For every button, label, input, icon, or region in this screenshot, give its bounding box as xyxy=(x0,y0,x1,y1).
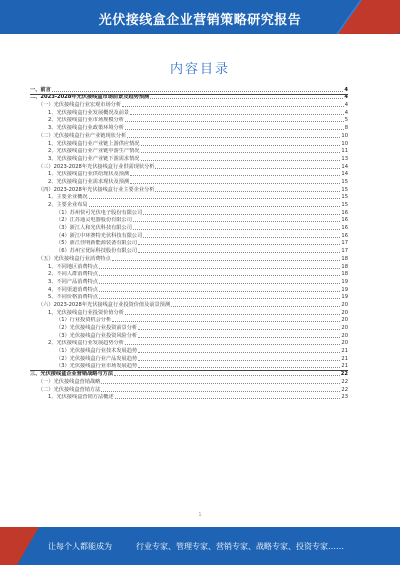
toc-leader-dots xyxy=(171,306,340,307)
footer-banner xyxy=(0,527,400,565)
toc-entry[interactable] xyxy=(30,94,348,102)
toc-entry-title: （5）浙江佳明新能源装备有限公司 xyxy=(56,240,138,247)
toc-entry[interactable] xyxy=(30,255,348,263)
toc-entry-page: 20 xyxy=(341,325,348,331)
toc-leader-dots xyxy=(141,145,341,146)
toc-entry-title: 2、光伏接线盒行业需求现状及预测 xyxy=(48,178,130,185)
toc-entry[interactable] xyxy=(30,201,348,209)
toc-entry[interactable] xyxy=(30,294,348,302)
toc-entry[interactable] xyxy=(30,132,348,140)
toc-entry-title: 1、光伏接线盒行业发展概况及前景 xyxy=(48,109,130,116)
toc-entry-title: （2）光伏接线盒行业产品发展趋势 xyxy=(56,355,138,362)
toc-leader-dots xyxy=(125,121,344,122)
toc-entry-page: 21 xyxy=(341,355,348,362)
header-banner xyxy=(0,0,400,34)
toc-entry-page: 21 xyxy=(341,363,348,370)
toc-entry[interactable] xyxy=(30,209,348,217)
toc-leader-dots xyxy=(133,229,340,230)
toc-entry-page: 16 xyxy=(341,209,348,216)
toc-entry[interactable] xyxy=(30,394,348,402)
toc-leader-dots xyxy=(89,206,341,207)
toc-entry-title: 2、主要企业布局 xyxy=(48,202,88,208)
toc-entry-title: 2、光伏接线盒行业产业链中游生产情况 xyxy=(48,148,140,155)
toc-leader-dots xyxy=(130,183,340,184)
toc-entry-page: 10 xyxy=(341,140,348,147)
toc-entry[interactable] xyxy=(30,140,348,148)
toc-entry[interactable] xyxy=(30,178,348,186)
report-title: 光伏接线盒企业营销策略研究报告 xyxy=(98,13,302,28)
toc-entry-page: 15 xyxy=(341,202,348,208)
toc-entry-title: （1）行业投资机会分析 xyxy=(56,317,112,324)
toc-entry-title: 1、光伏接线盒营销方法概述 xyxy=(48,394,114,401)
toc-entry-title: （三）2023-2028年光伏接线盒行业供需现状分析 xyxy=(38,163,155,170)
toc-entry[interactable] xyxy=(30,286,348,294)
table-of-contents xyxy=(30,86,348,401)
toc-entry-page: 15 xyxy=(341,194,348,201)
toc-leader-dots xyxy=(150,98,343,99)
toc-entry[interactable] xyxy=(30,124,348,132)
toc-entry-page: 20 xyxy=(341,332,348,339)
toc-entry-page: 16 xyxy=(341,232,348,239)
toc-leader-dots xyxy=(127,137,340,138)
toc-entry-title: 2、不同人群消费特点 xyxy=(48,271,98,278)
toc-entry[interactable] xyxy=(30,340,348,348)
toc-entry[interactable] xyxy=(30,378,348,386)
toc-entry-page: 14 xyxy=(341,163,348,170)
toc-entry-title: （3）光伏接线盒行业市场发展趋势 xyxy=(56,363,138,370)
toc-entry-page: 23 xyxy=(341,394,348,401)
toc-entry[interactable] xyxy=(30,101,348,109)
toc-leader-dots xyxy=(114,375,340,376)
toc-leader-dots xyxy=(101,391,340,392)
toc-leader-dots xyxy=(112,321,340,322)
toc-entry-page: 8 xyxy=(344,125,348,132)
toc-entry[interactable] xyxy=(30,247,348,255)
footer-slogan: 让每个人都能成为 xyxy=(48,542,112,551)
toc-entry-page: 20 xyxy=(341,309,348,316)
toc-entry-title: 1、光伏接线盒行业产业链上游供应情况 xyxy=(48,140,140,147)
toc-entry-title: 3、不同产品消费特点 xyxy=(48,278,98,285)
toc-entry-title: （1）苏州快可光伏电子股份有限公司 xyxy=(56,209,143,216)
toc-entry-page: 10 xyxy=(341,132,348,139)
toc-entry-title: （2）江苏通灵电器股份有限公司 xyxy=(56,217,132,224)
toc-entry-title: （二）光伏接线盒行业产业链现状分析 xyxy=(38,132,127,139)
toc-entry-title: 1、光伏接线盒行业供给现状及预测 xyxy=(48,171,130,178)
toc-leader-dots xyxy=(112,260,341,261)
toc-leader-dots xyxy=(125,129,344,130)
toc-entry[interactable] xyxy=(30,355,348,363)
toc-entry[interactable] xyxy=(30,171,348,179)
toc-entry-page: 18 xyxy=(341,271,348,278)
toc-entry[interactable] xyxy=(30,232,348,240)
toc-leader-dots xyxy=(138,352,340,353)
toc-entry-page: 19 xyxy=(341,294,348,301)
toc-leader-dots xyxy=(138,367,340,368)
toc-entry[interactable] xyxy=(30,363,348,371)
toc-entry[interactable] xyxy=(30,332,348,340)
toc-leader-dots xyxy=(52,91,344,92)
toc-entry-page: 15 xyxy=(341,178,348,185)
toc-leader-dots xyxy=(125,314,340,315)
toc-leader-dots xyxy=(138,360,340,361)
toc-entry-page: 5 xyxy=(344,117,348,124)
toc-entry[interactable] xyxy=(30,301,348,309)
toc-entry-title: 5、不同价格消费特点 xyxy=(48,294,98,301)
toc-entry[interactable] xyxy=(30,271,348,279)
toc-entry-title: （3）光伏接线盒行业投资风险分析 xyxy=(56,332,138,339)
toc-entry-title: （6）苏州宝优际科技股份有限公司 xyxy=(56,248,138,255)
toc-entry-title: 2、光伏接线盒行业市场规模分析 xyxy=(48,117,124,124)
toc-leader-dots xyxy=(99,298,340,299)
toc-entry-title: （五）光伏接线盒行业消费特点 xyxy=(38,255,111,262)
toc-entry-title: 二、2023-2028年光伏接线盒市场前景及趋势预测 xyxy=(30,94,150,101)
toc-leader-dots xyxy=(130,114,344,115)
toc-entry[interactable] xyxy=(30,240,348,248)
toc-entry[interactable] xyxy=(30,317,348,325)
toc-entry-page: 19 xyxy=(341,286,348,293)
toc-entry-page: 15 xyxy=(341,186,348,193)
toc-entry-page: 20 xyxy=(341,301,348,308)
toc-leader-dots xyxy=(99,291,340,292)
toc-entry-page: 16 xyxy=(341,225,348,232)
toc-entry-page: 22 xyxy=(340,371,348,378)
toc-entry-page: 4 xyxy=(344,86,348,93)
toc-entry-title: 一、前言 xyxy=(30,86,51,93)
toc-entry-page: 4 xyxy=(344,109,348,116)
toc-entry-page: 17 xyxy=(341,240,348,247)
toc-entry[interactable] xyxy=(30,370,348,378)
toc-entry-title: 2、光伏接线盒行业发展趋势分析 xyxy=(48,340,124,347)
toc-entry-page: 22 xyxy=(341,386,348,393)
toc-entry[interactable] xyxy=(30,347,348,355)
toc-entry-title: 三、光伏接线盒企业营销战略与方法 xyxy=(30,371,114,378)
toc-entry-title: （二）光伏接线盒营销方法 xyxy=(38,386,101,393)
toc-entry-title: 3、光伏接线盒行业政策环境分析 xyxy=(48,125,124,132)
toc-entry-title: （1）光伏接线盒行业技术发展趋势 xyxy=(56,348,138,355)
toc-entry-title: 1、不同地区消费特点 xyxy=(48,263,98,270)
toc-entry-page: 4 xyxy=(344,94,348,101)
toc-heading: 内容目录 xyxy=(169,62,230,77)
toc-entry[interactable] xyxy=(30,263,348,271)
toc-leader-dots xyxy=(155,168,340,169)
toc-entry-page: 20 xyxy=(341,317,348,324)
toc-entry-page: 14 xyxy=(341,171,348,178)
toc-entry-page: 20 xyxy=(341,340,348,347)
toc-leader-dots xyxy=(89,198,341,199)
toc-leader-dots xyxy=(143,214,340,215)
toc-entry[interactable] xyxy=(30,194,348,202)
toc-entry-page: 18 xyxy=(341,263,348,270)
toc-entry-title: 3、光伏接线盒行业产业链下游需求情况 xyxy=(48,155,140,162)
page-number: 1 xyxy=(198,512,202,518)
toc-entry-page: 16 xyxy=(341,217,348,224)
toc-leader-dots xyxy=(138,329,340,330)
toc-entry[interactable] xyxy=(30,117,348,125)
toc-entry[interactable] xyxy=(30,186,348,194)
toc-leader-dots xyxy=(99,275,340,276)
toc-entry-title: （一）光伏接线盒营销战略 xyxy=(38,378,101,385)
toc-entry[interactable] xyxy=(30,163,348,171)
toc-leader-dots xyxy=(101,383,340,384)
toc-leader-dots xyxy=(99,283,340,284)
toc-entry[interactable] xyxy=(30,155,348,163)
toc-entry-title: （四）2023-2028年光伏接线盒行业主要企业分析 xyxy=(38,186,155,193)
toc-entry[interactable] xyxy=(30,278,348,286)
toc-leader-dots xyxy=(99,268,340,269)
toc-entry[interactable] xyxy=(30,324,348,332)
toc-entry[interactable] xyxy=(30,309,348,317)
toc-leader-dots xyxy=(130,175,340,176)
toc-entry-title: （六）2023-2028年光伏接线盒行业投资价值及前景预测 xyxy=(38,301,171,308)
toc-leader-dots xyxy=(138,337,340,338)
toc-entry-title: （4）浙江中环赛特光伏科技有限公司 xyxy=(56,232,143,239)
toc-entry[interactable] xyxy=(30,148,348,156)
toc-leader-dots xyxy=(141,152,341,153)
toc-entry[interactable] xyxy=(30,86,348,94)
toc-leader-dots xyxy=(133,221,340,222)
toc-leader-dots xyxy=(122,106,344,107)
toc-entry[interactable] xyxy=(30,109,348,117)
toc-leader-dots xyxy=(141,160,341,161)
footer-red-stripe xyxy=(0,527,39,565)
toc-entry-page: 18 xyxy=(341,255,348,262)
toc-entry-title: （2）光伏接线盒行业投资前景分析 xyxy=(56,325,138,331)
toc-entry-page: 11 xyxy=(341,148,348,155)
toc-leader-dots xyxy=(155,191,340,192)
toc-leader-dots xyxy=(138,244,340,245)
toc-entry[interactable] xyxy=(30,224,348,232)
footer-services: 行业专家、管理专家、营销专家、战略专家、投资专家…… xyxy=(136,542,344,551)
toc-entry[interactable] xyxy=(30,386,348,394)
toc-entry-page: 13 xyxy=(341,155,348,162)
toc-entry-title: （一）光伏接线盒行业宏观市场分析 xyxy=(38,102,122,109)
toc-entry-page: 22 xyxy=(341,378,348,385)
toc-entry-page: 17 xyxy=(341,248,348,255)
toc-entry-title: 4、不同渠道消费特点 xyxy=(48,286,98,293)
toc-entry-title: （3）浙江人和光伏科技有限公司 xyxy=(56,225,132,232)
toc-entry[interactable] xyxy=(30,217,348,225)
toc-leader-dots xyxy=(125,344,340,345)
toc-entry-page: 4 xyxy=(344,102,348,109)
toc-entry-title: 1、光伏接线盒行业投资价值分析 xyxy=(48,309,124,316)
toc-entry-page: 21 xyxy=(341,348,348,355)
toc-entry-page: 19 xyxy=(341,278,348,285)
toc-leader-dots xyxy=(143,237,340,238)
toc-entry-title: 1、主要企业概况 xyxy=(48,194,88,201)
toc-leader-dots xyxy=(115,398,341,399)
toc-leader-dots xyxy=(138,252,340,253)
